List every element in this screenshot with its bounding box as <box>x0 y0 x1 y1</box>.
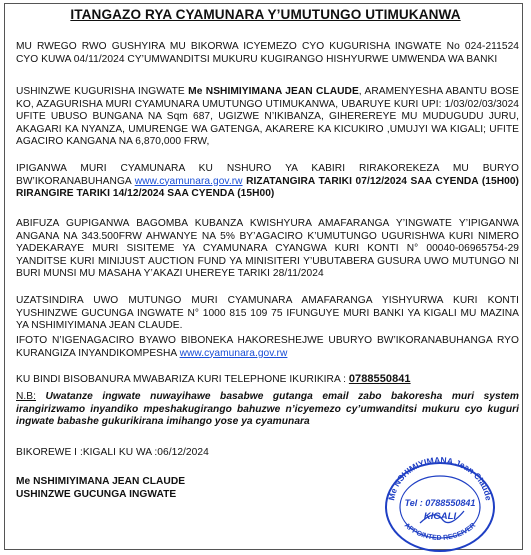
photo-paragraph-text: IFOTO N’IGENAGACIRO BYAWO BIBONEKA HAKORESHEJWE UBURYO BW’IKORANABUHANGA RYO KURANGIZA INYANDIKOMPESHA <box>16 335 519 359</box>
auction-dates: RIZATANGIRA TARIKI 07/12/2024 SAA CYENDA (15H00) RIRANGIRE TARIKI 14/12/2024 SAA CYENDA (15H00) <box>16 175 519 200</box>
contact-paragraph <box>16 373 519 387</box>
property-paragraph-body: , ARAMENYESHA ABANTU BOSE KO, AZAGURISHA MURI CYAMUNARA UMUTUNGO UTIMUKANWA, UBARUYE KURI UPI: 1/03/02/03/3024 UFITE UBUSO BUNGANA NA Sqm 687, UGIZWE N’IKIBANZA, GIHEREREYE MU MUDUGUDU JURU, AKAGARI KA NYANZA, UMURENGE WA GATENGA, AKARERE KA KICUKIRO ,UMUJYI WA KIGALI; UFITE AGACIRO KANGANA NA 6,870,000 FRW, <box>16 86 519 148</box>
page-title: ITANGAZO RYA CYAMUNARA Y’UMUTUNGO UTIMUKANWA <box>70 7 461 22</box>
payment-paragraph: UZATSINDIRA UWO MUTUNGO MURI CYAMUNARA AMAFARANGA YISHYURWA KURI KONTI YUSHINZWE GUCUNGA INGWATE N° 1000 815 109 75 IFUNGUYE MURI BANKI YA KIGALI MU MAZINA YA NSHIMIYIMANA JEAN CLAUDE. <box>16 295 519 332</box>
nb-paragraph <box>16 391 519 429</box>
svg-text:APPOINTED RECEIVER <box>403 522 478 542</box>
stamp-tel: Tel : 0788550841 <box>404 498 476 508</box>
signature-name: Me NSHIMIYIMANA JEAN CLAUDE <box>16 476 186 487</box>
signed-line: BIKOREWE I :KIGALI KU WA :06/12/2024 <box>16 447 209 458</box>
nb-text: Uwatanze ingwate nuwayihawe basabwe gutanga email zabo bakoresha muri system irangirizwamo inyandiko mpeshakugirango bahuzwe n’icyemezo cy’umwanditsi mukuru cyo kuguri ingwate babashe gukurikirana imihango yose ya cyamunara <box>16 391 519 428</box>
contact-text: KU BINDI BISOBANURA MWABARIZA KURI TELEPHONE IKURIKIRA : <box>16 374 349 385</box>
stamp-top-text: Me NSHIMIYIMANA Jean Claude <box>386 454 494 502</box>
auction-dates-start: IPIGANWA MURI CYAMUNARA KU NSHURO YA KABIRI RIRAKOREKEZA MU BURYO BW’IKORANABUHANGA <box>16 163 519 187</box>
stamp-bottom-text: APPOINTED RECEIVER <box>402 522 478 542</box>
official-stamp <box>380 453 500 553</box>
stamp-city: KIGALI <box>423 511 457 522</box>
svg-text:Me NSHIMIYIMANA Jean Claude <box>386 455 494 502</box>
cyamunara-link[interactable]: www.cyamunara.gov.rw <box>134 175 243 187</box>
deposit-paragraph: ABIFUZA GUPIGANWA BAGOMBA KUBANZA KWISHYURA AMAFARANGA Y’INGWATE Y’IPIGANWA ANGANA NA 343.500FRW AHWANYE NA 5% BY’AGACIRO K’UMUTUNGO UGURISHWA KURI NIMERO YADEKARAYE MURI SISITEME YA CYAMUNARA CYANGWA KURI KONTI N° 00040-06965754-29 YANDITSE KURI MINIJUST AUCTION FUND YA MINISITERI Y’UBUTABERA GUSURA UWO MUTUNGO NI BURI MUNSI MU MASAHA Y’AKAZI UHEREYE TARIKI 28/11/2024 <box>16 218 519 280</box>
property-paragraph <box>16 86 519 149</box>
phone-number[interactable]: 0788550841 <box>348 373 411 385</box>
photo-paragraph <box>16 335 519 360</box>
nb-label: N.B: <box>16 391 37 402</box>
intro-paragraph: MU RWEGO RWO GUSHYIRA MU BIKORWA ICYEMEZO CYO KUGURISHA INGWATE No 024-211524 CYO KUWA 04/11/2024 CY’UMWANDITSI MUKURU KUGIRANGO HISHYURWE UMWENDA WA BANKI <box>16 41 519 65</box>
cyamunara-link-2[interactable]: www.cyamunara.gov.rw <box>179 347 288 359</box>
signature-role: USHINZWE GUCUNGA INGWATE <box>16 489 177 500</box>
receiver-name: Me NSHIMIYIMANA JEAN CLAUDE <box>188 86 359 97</box>
auction-dates-paragraph <box>16 163 519 201</box>
property-paragraph-start: USHINZWE KUGURISHA INGWATE <box>16 86 189 97</box>
